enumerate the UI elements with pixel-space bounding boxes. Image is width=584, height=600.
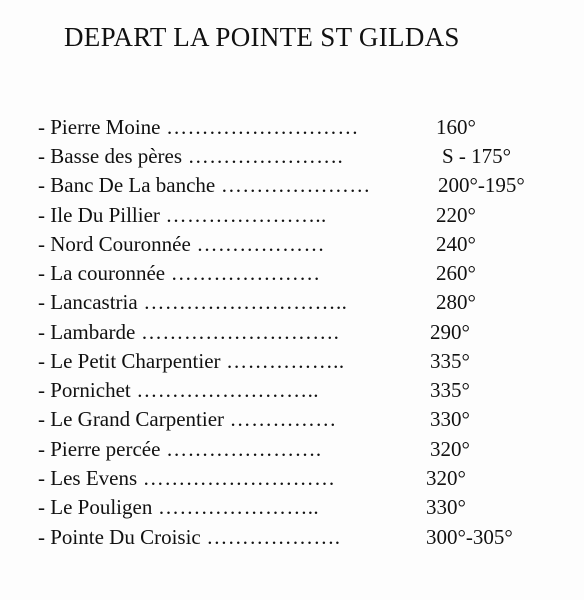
list-item [38,347,470,376]
list-dash: - [38,290,51,314]
bearing-value: 220° [436,203,476,227]
list-dash: - [38,437,51,461]
bearing-value: 320° [426,466,466,490]
destination-name: Banc De La banche [50,173,216,197]
list-item [38,288,476,317]
list-item [38,113,476,142]
leader-dots: …………… [224,407,337,431]
list-item [38,318,470,347]
destination-name: Pierre percée [50,437,161,461]
bearing-value: 260° [436,261,476,285]
list-dash: - [38,144,51,168]
bearing-value: 320° [430,437,470,461]
list-item [38,201,476,230]
list-item [38,171,525,200]
bearing-value: 330° [426,495,466,519]
leader-dots: …………………. [160,437,322,461]
destination-name: Ile Du Pillier [50,203,160,227]
bearing-value: 335° [430,378,470,402]
list-dash: - [38,203,51,227]
bearing-value: 300°-305° [426,525,513,549]
list-dash: - [38,407,51,431]
bearing-value: 240° [436,232,476,256]
list-dash: - [38,495,51,519]
destination-name: Pierre Moine [50,115,161,139]
leader-dots: ………………………. [135,320,340,344]
bearing-value: 200°-195° [438,173,525,197]
leader-dots: ……………… [190,232,325,256]
list-item [38,435,470,464]
page-title: DEPART LA POINTE ST GILDAS [64,22,460,52]
bearing-value: 280° [436,290,476,314]
destination-name: Lambarde [50,320,136,344]
leader-dots: ………………… [165,261,321,285]
list-dash: - [38,378,51,402]
leader-dots: ………………. [200,525,341,549]
list-item [38,259,476,288]
list-item [38,376,470,405]
list-dash: - [38,115,51,139]
list-item [38,523,513,552]
destination-name: Les Evens [50,466,138,490]
list-item [38,464,466,493]
leader-dots: …………….. [220,349,345,373]
leader-dots: ………………… [215,173,371,197]
list-dash: - [38,466,51,490]
list-item [38,405,470,434]
bearing-value: S - 175° [442,144,512,168]
destination-name: Le Grand Carpentier [50,407,225,431]
destination-name: Pointe Du Croisic [50,525,201,549]
leader-dots: ……………………… [160,115,359,139]
list-item [38,493,466,522]
bearing-value: 290° [430,320,470,344]
destination-name: Le Petit Charpentier [50,349,221,373]
leader-dots: …………………. [182,144,344,168]
destination-name: Lancastria [50,290,138,314]
list-dash: - [38,261,51,285]
leader-dots: ……………………… [137,466,336,490]
list-dash: - [38,349,51,373]
leader-dots: …………………….. [130,378,319,402]
destination-name: La couronnée [50,261,166,285]
destination-name: Basse des pères [50,144,183,168]
list-item [38,142,512,171]
leader-dots: ……………………….. [137,290,348,314]
list-dash: - [38,525,51,549]
bearing-value: 160° [436,115,476,139]
list-item [38,230,476,259]
bearing-value: 330° [430,407,470,431]
list-dash: - [38,232,51,256]
list-dash: - [38,173,51,197]
bearing-value: 335° [430,349,470,373]
list-dash: - [38,320,51,344]
destination-name: Nord Couronnée [50,232,191,256]
leader-dots: ………………….. [159,203,327,227]
leader-dots: ………………….. [152,495,320,519]
destination-name: Pornichet [50,378,131,402]
destination-name: Le Pouligen [50,495,153,519]
